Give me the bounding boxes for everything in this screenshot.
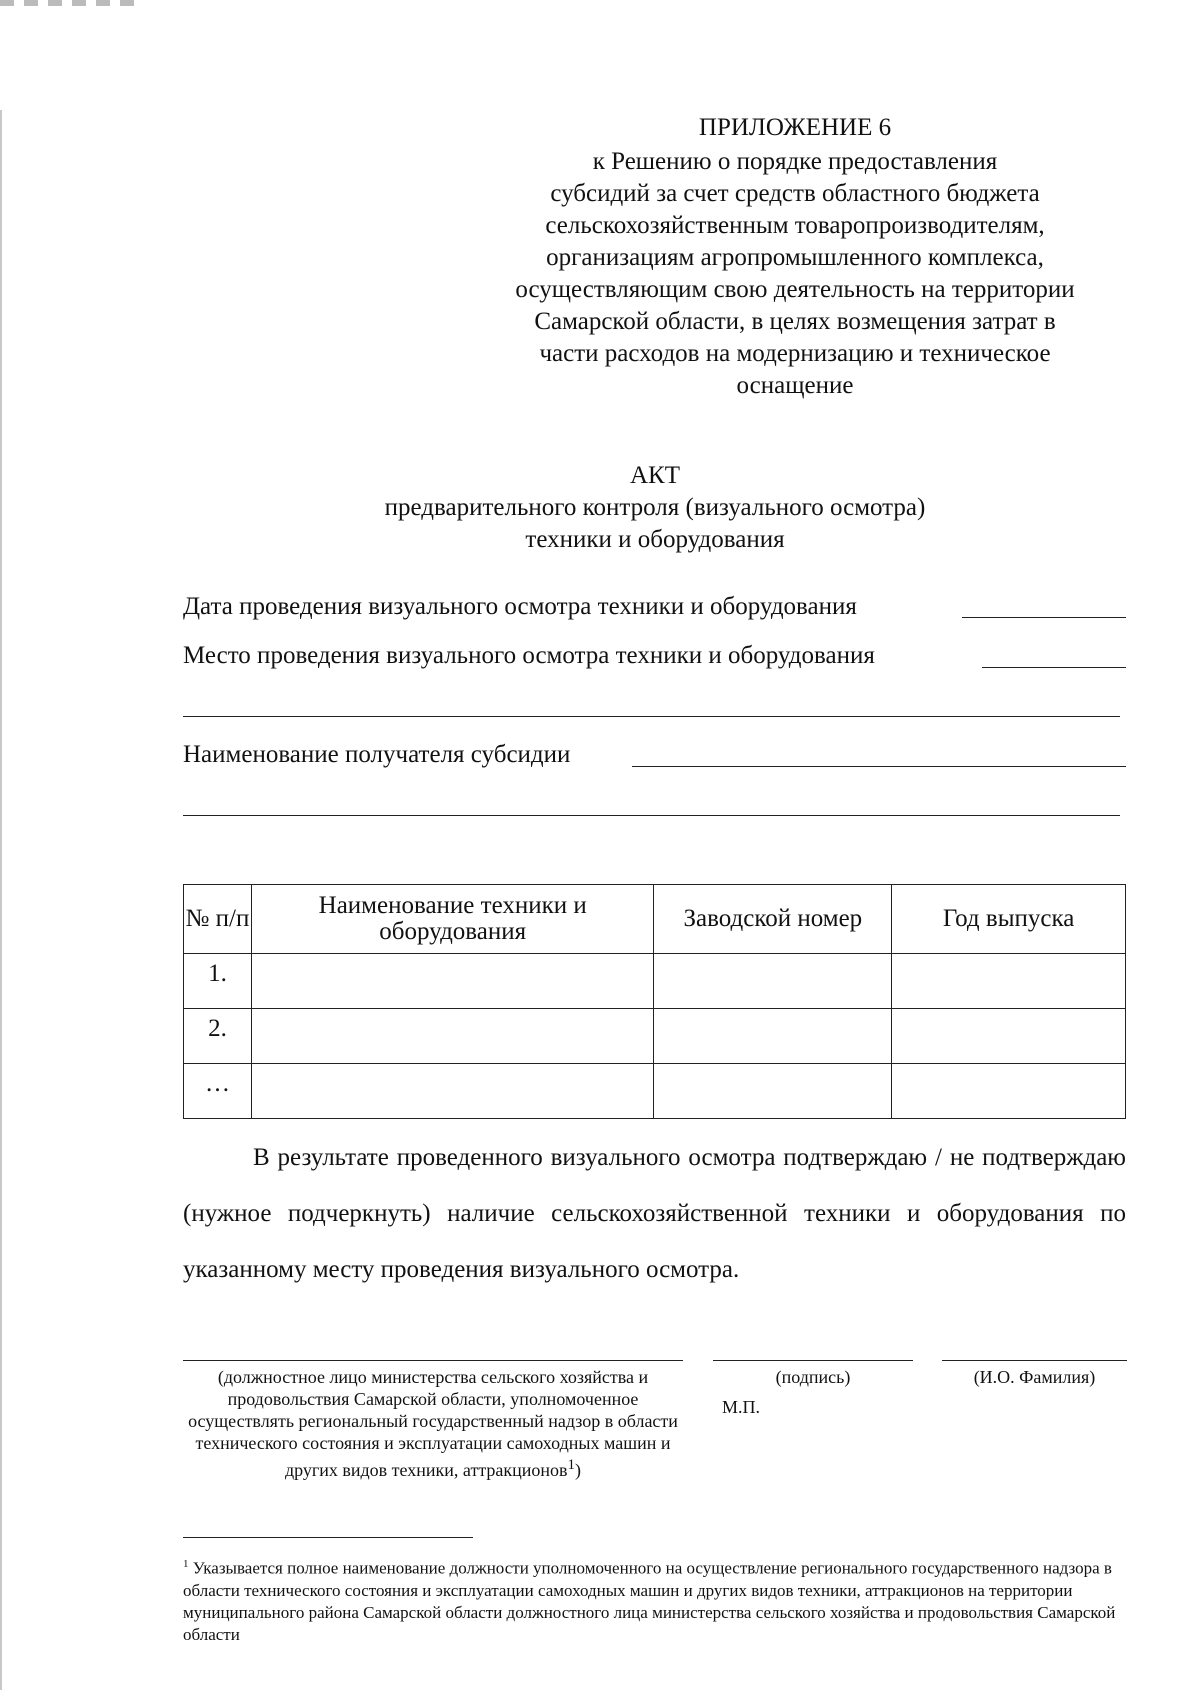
footnote-ref: 1 bbox=[567, 1457, 576, 1473]
scan-artifact bbox=[0, 0, 140, 6]
act-heading bbox=[160, 460, 1150, 556]
official-sign-line[interactable] bbox=[183, 1360, 683, 1361]
name-caption: (И.О. Фамилия) bbox=[973, 1367, 1096, 1387]
row-number: … bbox=[184, 1064, 252, 1119]
cell-serial[interactable] bbox=[654, 1064, 892, 1119]
place-label: Место проведения визуального осмотра техники и оборудования bbox=[183, 642, 875, 669]
name-line[interactable] bbox=[942, 1360, 1127, 1361]
recipient-blank[interactable] bbox=[632, 766, 1126, 767]
appendix-header bbox=[465, 112, 1125, 402]
header-year: Год выпуска bbox=[892, 885, 1126, 954]
row-number: 2. bbox=[184, 1009, 252, 1064]
cell-serial[interactable] bbox=[654, 954, 892, 1009]
result-text: В результате проведенного визуального осмотра подтверждаю / не подтверждаю (нужное подчеркнуть) наличие сельскохозяйственной техники и оборудования по указанному месту проведения визуального осмотра. bbox=[183, 1144, 1126, 1283]
recipient-blank-continued[interactable] bbox=[183, 815, 1120, 816]
appendix-line: сельскохозяйственным товаропроизводителям, bbox=[545, 212, 1045, 239]
equipment-table bbox=[183, 884, 1126, 1119]
header-num: № п/п bbox=[184, 885, 252, 954]
place-blank[interactable] bbox=[982, 667, 1126, 668]
cell-serial[interactable] bbox=[654, 1009, 892, 1064]
cell-name[interactable] bbox=[251, 1009, 654, 1064]
act-subtitle: предварительного контроля (визуального осмотра) bbox=[384, 494, 926, 521]
table-header-row bbox=[184, 885, 1126, 954]
page-edge bbox=[0, 110, 2, 1690]
official-caption bbox=[183, 1366, 683, 1481]
header-name: Наименование техники и оборудования bbox=[251, 885, 654, 954]
appendix-line: организациям агропромышленного комплекса, bbox=[546, 244, 1044, 271]
date-label: Дата проведения визуального осмотра техники и оборудования bbox=[183, 593, 857, 620]
appendix-line: к Решению о порядке предоставления bbox=[592, 148, 998, 175]
appendix-line: осуществляющим свою деятельность на территории bbox=[515, 276, 1075, 303]
date-field bbox=[183, 592, 857, 622]
appendix-line: Самарской области, в целях возмещения затрат в bbox=[534, 308, 1056, 335]
table-row bbox=[184, 954, 1126, 1009]
place-field bbox=[183, 641, 875, 671]
table-row bbox=[184, 1009, 1126, 1064]
cell-year[interactable] bbox=[892, 954, 1126, 1009]
cell-year[interactable] bbox=[892, 1064, 1126, 1119]
footnote-separator bbox=[183, 1537, 473, 1538]
footnote-text: Указывается полное наименование должности уполномоченного на осуществление регионального государственного надзора в области технического состояния и эксплуатации самоходных машин и других видов техники, аттракционов на территории муниципального района Самарской области должностного лица министерства сельского хозяйства и продовольствия Самарской области bbox=[183, 1558, 1116, 1644]
footnote-mark: 1 bbox=[183, 1558, 189, 1570]
appendix-number: ПРИЛОЖЕНИЕ 6 bbox=[698, 114, 892, 141]
cell-name[interactable] bbox=[251, 954, 654, 1009]
table-row bbox=[184, 1064, 1126, 1119]
appendix-line: субсидий за счет средств областного бюджета bbox=[550, 180, 1040, 207]
row-number: 1. bbox=[184, 954, 252, 1009]
act-title: АКТ bbox=[630, 462, 680, 489]
official-caption-text: (должностное лицо министерства сельского хозяйства и продовольствия Самарской области, уполномоченное осуществлять региональный государственный надзор в области технического состояния и эксплуатации самоходных машин и других видов техники, аттракционов bbox=[188, 1367, 678, 1480]
header-serial: Заводской номер bbox=[654, 885, 892, 954]
result-statement bbox=[183, 1130, 1126, 1298]
cell-year[interactable] bbox=[892, 1009, 1126, 1064]
recipient-field bbox=[183, 740, 570, 770]
act-subtitle: техники и оборудования bbox=[525, 526, 785, 553]
date-blank[interactable] bbox=[962, 617, 1126, 618]
cell-name[interactable] bbox=[251, 1064, 654, 1119]
signature-caption: (подпись) bbox=[775, 1367, 851, 1387]
place-blank-continued[interactable] bbox=[183, 716, 1120, 717]
footnote bbox=[183, 1553, 1143, 1646]
stamp-mark: М.П. bbox=[722, 1397, 761, 1417]
recipient-label: Наименование получателя субсидии bbox=[183, 741, 571, 768]
official-caption-end: ) bbox=[575, 1460, 582, 1480]
appendix-line: части расходов на модернизацию и техническое bbox=[539, 340, 1051, 367]
signature-line[interactable] bbox=[713, 1360, 913, 1361]
appendix-line: оснащение bbox=[736, 372, 854, 399]
